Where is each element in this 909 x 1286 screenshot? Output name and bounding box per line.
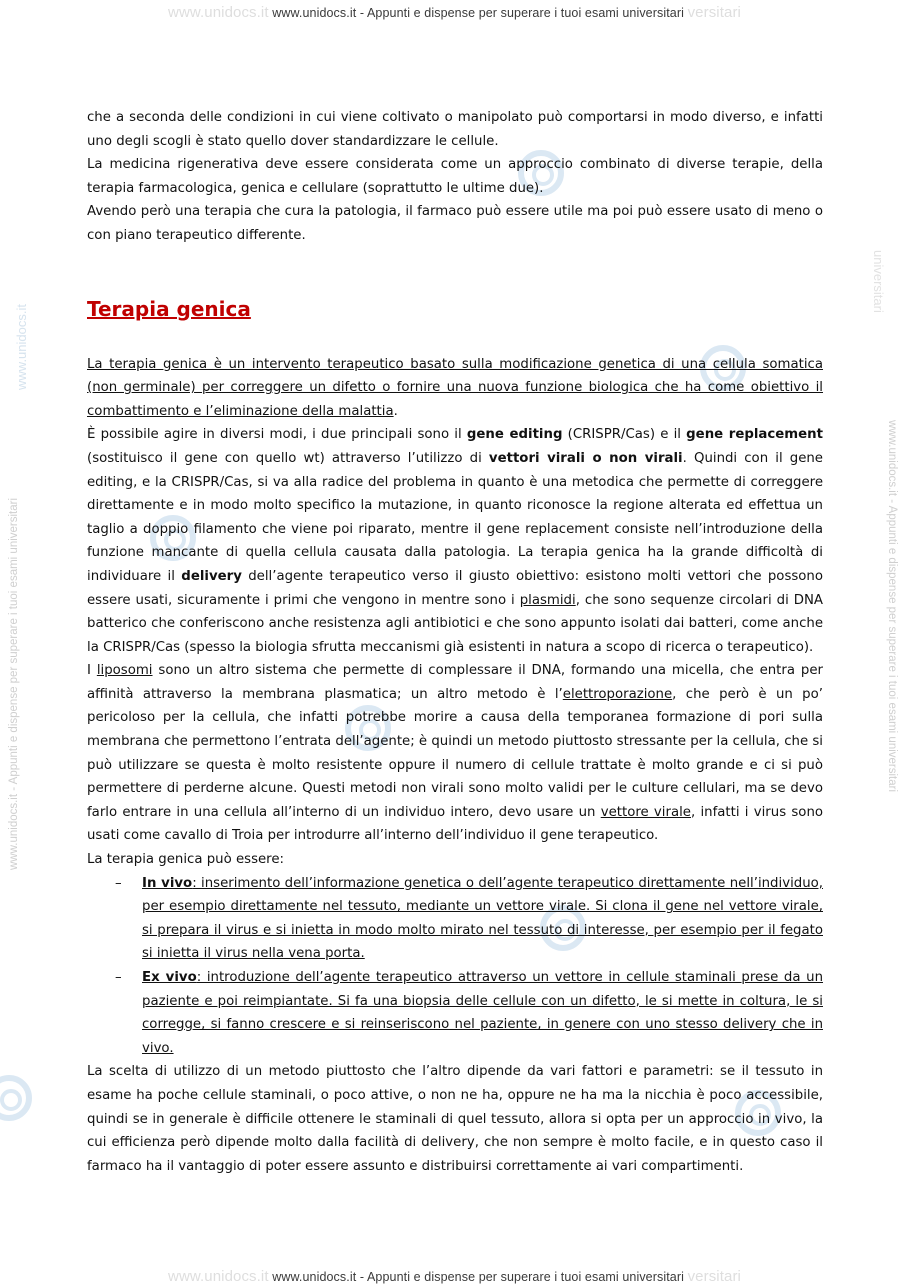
banner-text: www.unidocs.it - Appunti e dispense per superare i tuoi esami universitari (272, 6, 684, 20)
text-run: , che sono sequenze circolari di DNA batterico che conferiscono anche resistenza agli antibiotici e che sono appunto isolati dai batteri, come anche la CRISPR/Cas (spesso la biologia sfrutta meccanismi già esistenti in natura a scopo di ricerca o terapeutico). (87, 592, 823, 655)
banner-text: www.unidocs.it - Appunti e dispense per superare i tuoi esami universitari (272, 1270, 684, 1284)
section-heading: Terapia genica (87, 296, 251, 321)
intro-paragraph-2: La medicina rigenerativa deve essere considerata come un approccio combinato di diverse terapie, della terapia farmacologica, genica e cellulare (soprattutto le ultime due). (87, 157, 823, 196)
left-side-watermark-fragment: www.unidocs.it (14, 304, 29, 390)
term-plasmidi: plasmidi (519, 592, 576, 608)
intro-paragraph-1: che a seconda delle condizioni in cui viene coltivato o manipolato può comportarsi in modo diverso, e infatti uno degli scogli è stato quello dover standardizzare le cellule. (87, 110, 823, 149)
therapy-types-list (87, 872, 823, 1061)
text-run: I (87, 663, 97, 679)
term-elettroporazione: elettroporazione (562, 686, 673, 702)
definition-text: La terapia genica è un intervento terapeutico basato sulla modificazione genetica di una cellula somatica (non germinale) per correggere un difetto o fornire una nuova funzione biologica che ha come obiettivo il combattimento e l’eliminazione della malattia (87, 356, 823, 419)
choice-paragraph: La scelta di utilizzo di un metodo piuttosto che l’altro dipende da vari fattori e parametri: se il tessuto in esame ha poche cellule staminali, o poco attive, o non ne ha, oppure ne ha ma la nicchia è poco accessibile, quindi se in generale è difficile ottenere le staminali di quel tessuto, allora si opta per un approccio in vivo, la cui efficienza però dipende molto dalla facilità di delivery, che non sempre è molto facile, e in questo caso il farmaco ha il vantaggio di poter essere assunto e distribuirsi correttamente ai vari compartimenti. (87, 1064, 823, 1174)
text-run: dell’agente terapeutico verso il giusto obiettivo: esistono molti vettori che possono essere usati, sicuramente i primi che vengono in mentre sono i (87, 568, 823, 608)
dash-bullet: – (115, 970, 122, 985)
term-gene-editing: gene editing (466, 427, 563, 443)
banner-ghost-right: versitari (687, 1268, 741, 1285)
text-run: (CRISPR/Cas) e il (562, 427, 687, 443)
list-item-in-vivo (115, 872, 823, 966)
intro-paragraph-3: Avendo però una terapia che cura la patologia, il farmaco può essere utile ma poi può essere usato di meno o con piano terapeutico differente. (87, 204, 823, 243)
term-vettori: vettori virali o non virali (488, 450, 683, 466)
nonviral-paragraph (87, 659, 823, 848)
text-run: sono un altro sistema che permette di complessare il DNA, formando una micella, che entra per affinità attraverso la membrana plasmatica; un altro metodo è l’ (87, 663, 823, 702)
right-side-watermark-fragment: universitari (871, 250, 886, 313)
definition-end: . (393, 403, 398, 419)
top-watermark-banner (0, 4, 909, 21)
text-run: (sostituisco il gene con quello wt) attraverso l’utilizzo di (87, 450, 489, 466)
term-vettore-virale: vettore virale (600, 804, 691, 820)
unidocs-logo-watermark (0, 1075, 32, 1121)
text-run: , che però è un po’ pericoloso per la cellula, che infatti potrebbe morire a causa della temporanea formazione di pori sulla membrana che permettono l’entrata dell’agente; è quindi un metodo piuttosto stressante per la cellula, che si può utilizzare se questa è molto resistente oppure il numero di cellule trattate è molto grande e ci si può permettere di perderne alcune. Questi metodi non virali sono molto validi per le culture cellulari, ma se devo farlo entrare in una cellula all’interno di un individuo intero, devo usare un (87, 686, 823, 820)
term-in-vivo: In vivo (142, 875, 193, 891)
in-vivo-text: : inserimento dell’informazione genetica o dell’agente terapeutico direttamente nell’individuo, per esempio direttamente nel tessuto, mediante un vettore virale. Si clona il gene nel vettore virale, si prepara il virus e si inietta in modo molto mirato nel tessuto di interesse, per esempio per il fegato si inietta il virus nella vena porta. (142, 875, 823, 962)
left-side-watermark: www.unidocs.it - Appunti e dispense per superare i tuoi esami universitari (8, 497, 20, 870)
methods-paragraph (87, 423, 823, 659)
term-gene-replacement: gene replacement (686, 427, 823, 443)
banner-ghost-left: www.unidocs.it (168, 4, 269, 21)
text-run: , infatti i virus sono usati come cavallo di Troia per introdurre all’interno dell’individuo il gene terapeutico. (87, 804, 824, 844)
bottom-watermark-banner (0, 1268, 909, 1285)
banner-ghost-right: versitari (687, 4, 741, 21)
text-run: È possibile agire in diversi modi, i due principali sono il (87, 427, 467, 443)
types-intro: La terapia genica può essere: (87, 852, 285, 868)
document-page (87, 106, 823, 1178)
term-liposomi: liposomi (96, 663, 153, 679)
definition-paragraph (87, 353, 823, 424)
ex-vivo-text: : introduzione dell’agente terapeutico attraverso un vettore in cellule staminali prese da un paziente e poi reimpiantate. Si fa una biopsia delle cellule con un difetto, le si mette in coltura, le si corregge, si fanno crescere e si reinseriscono nel paziente, in genere con uno stesso delivery che in vivo. (142, 970, 823, 1056)
dash-bullet: – (115, 875, 122, 891)
list-item-ex-vivo (115, 966, 823, 1060)
banner-ghost-left: www.unidocs.it (168, 1268, 269, 1285)
term-ex-vivo: Ex vivo (142, 970, 197, 985)
text-run: . Quindi con il gene editing, e la CRISPR/Cas, si va alla radice del problema in quanto è una metodica che permette di correggere direttamente e in modo molto specifico la mutazione, in quanto riconosce la regione alterata ed effettua un taglio a doppio filamento che viene poi riparato, mentre il gene replacement consiste nell’introduzione della funzione mancante di quella cellula causata dalla patologia. La terapia genica ha la grande difficoltà di individuare il (87, 450, 823, 584)
term-delivery: delivery (181, 568, 242, 584)
right-side-watermark: www.unidocs.it - Appunti e dispense per superare i tuoi esami universitari (886, 420, 898, 793)
